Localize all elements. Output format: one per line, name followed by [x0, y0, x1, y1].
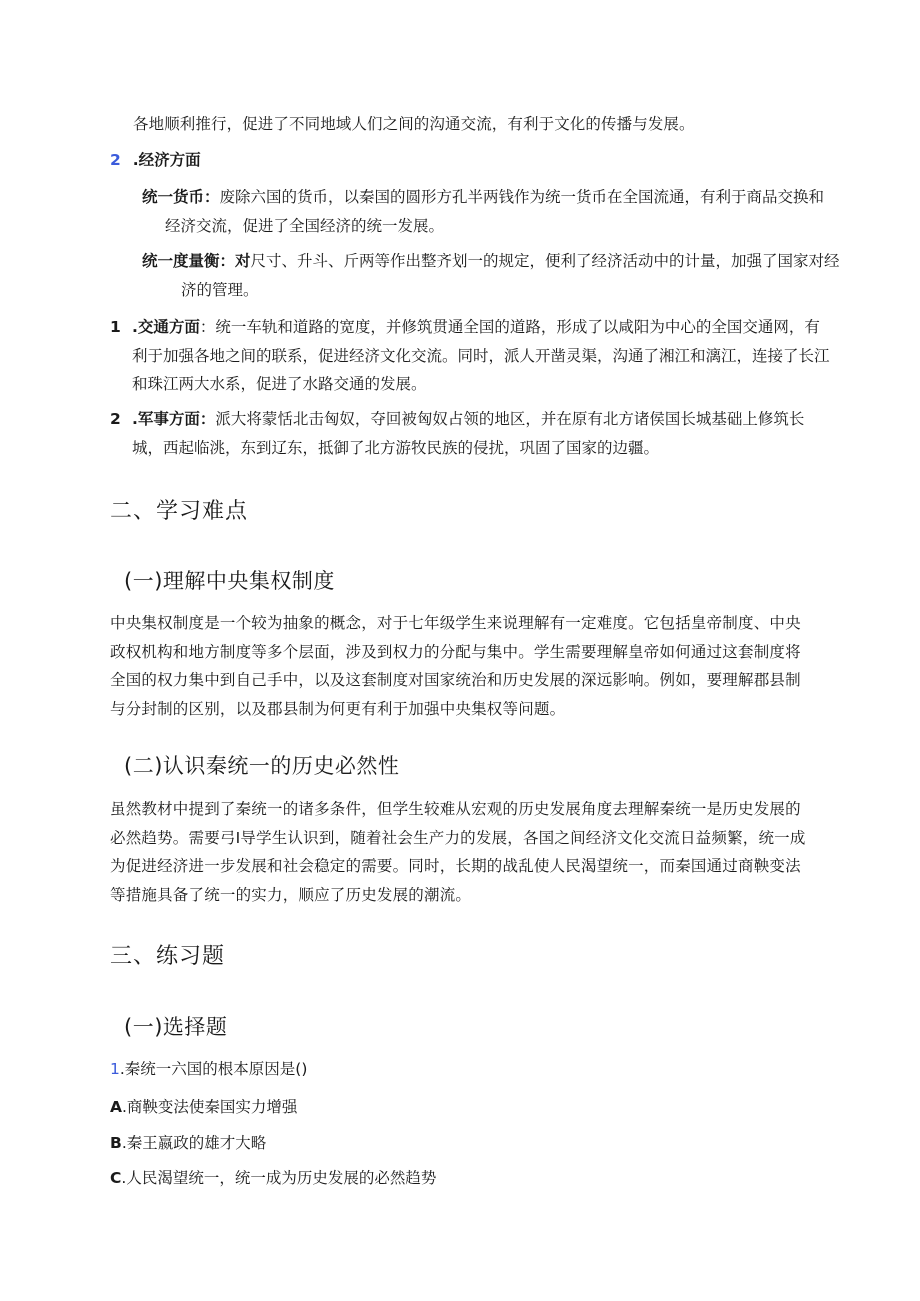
section-title-exercises: 三、练习题: [110, 944, 226, 969]
economy-title: .经济方面: [132, 151, 201, 169]
section-title-difficulties: 二、学习难点: [110, 499, 249, 524]
subsection-title-inevitability: (二)认识秦统一的历史必然性: [124, 754, 400, 778]
inevitability-paragraph: 虽然教材中提到了秦统一的诸多条件，但学生较难从宏观的历史发展角度去理解秦统一是历史发展的必然趋势。需要弓I导学生认识到，随着社会生产力的发展，各国之间经济文化交流日益频繁，统一成为促进经济进一步发展和社会稳定的需要。同时，长期的战乱使人民渴望统一，而秦国通过商鞅变法等措施具备了统一的实力，顺应了历史发展的潮流。: [110, 800, 806, 904]
measure-text: 尺寸、升斗、斤两等作出整齐划一的规定，便利了经济活动中的计量，加强了国家对经济的管理。: [181, 252, 840, 299]
subsection-title-choice: (一)选择题: [124, 1015, 228, 1039]
currency-paragraph: [142, 183, 835, 241]
military-label: .军事方面：: [132, 410, 216, 428]
option-c-text: .人民渴望统一，统一成为历史发展的必然趋势: [121, 1169, 437, 1187]
option-a-key: A: [110, 1098, 122, 1116]
continuation-line: 各地顺利推行，促进了不同地域人们之间的沟通交流，有利于文化的传播与发展。: [133, 115, 695, 133]
centralization-paragraph: 中央集权制度是一个较为抽象的概念，对于七年级学生来说理解有一定难度。它包括皇帝制度、中央政权机构和地方制度等多个层面，涉及到权力的分配与集中。学生需要理解皇帝如何通过这套制度将全国的权力集中到自己手中，以及这套制度对国家统治和历史发展的深远影响。例如，要理解郡县制与分封制的区别，以及郡县制为何更有利于加强中央集权等问题。: [110, 614, 801, 718]
question-1-text: .秦统一六国的根本原因是(): [119, 1060, 308, 1078]
question-1: [110, 1056, 307, 1082]
option-b: [110, 1130, 266, 1156]
economy-number: 2: [110, 151, 121, 169]
transport-text: ：统一车轨和道路的宽度，并修筑贯通全国的道路，形成了以咸阳为中心的全国交通网，有利于加强各地之间的联系，促进经济文化交流。同时，派人开凿灵渠，沟通了湘江和漓江，连接了长江和珠江两大水系，促进了水路交通的发展。: [132, 318, 830, 393]
measure-paragraph: [142, 247, 851, 305]
transport-number: 1: [110, 318, 121, 336]
option-a-text: .商鞅变法使秦国实力增强: [122, 1098, 298, 1116]
question-1-number: 1: [110, 1060, 120, 1078]
military-paragraph: [110, 405, 832, 463]
option-b-text: .秦王嬴政的雄才大略: [121, 1134, 267, 1152]
measure-label: 统一度量衡：对: [142, 252, 251, 270]
military-number: 2: [110, 410, 121, 428]
military-text: 派大将蒙恬北击匈奴，夺回被匈奴占领的地区，并在原有北方诸侯国长城基础上修筑长城，西起临洮，东到辽东，抵御了北方游牧民族的侵扰，巩固了国家的边疆。: [132, 410, 805, 457]
currency-text: 废除六国的货币，以秦国的圆形方孔半两钱作为统一货币在全国流通，有利于商品交换和经济交流，促进了全国经济的统一发展。: [165, 188, 825, 235]
transport-label: .交通方面: [132, 318, 200, 336]
currency-label: 统一货币：: [142, 188, 220, 206]
option-b-key: B: [110, 1134, 122, 1152]
option-a: [110, 1094, 297, 1120]
transport-paragraph: [110, 313, 832, 399]
option-c: [110, 1165, 436, 1191]
economy-heading: [110, 146, 201, 174]
subsection-title-centralization: (一)理解中央集权制度: [124, 569, 335, 593]
option-c-key: C: [110, 1169, 122, 1187]
